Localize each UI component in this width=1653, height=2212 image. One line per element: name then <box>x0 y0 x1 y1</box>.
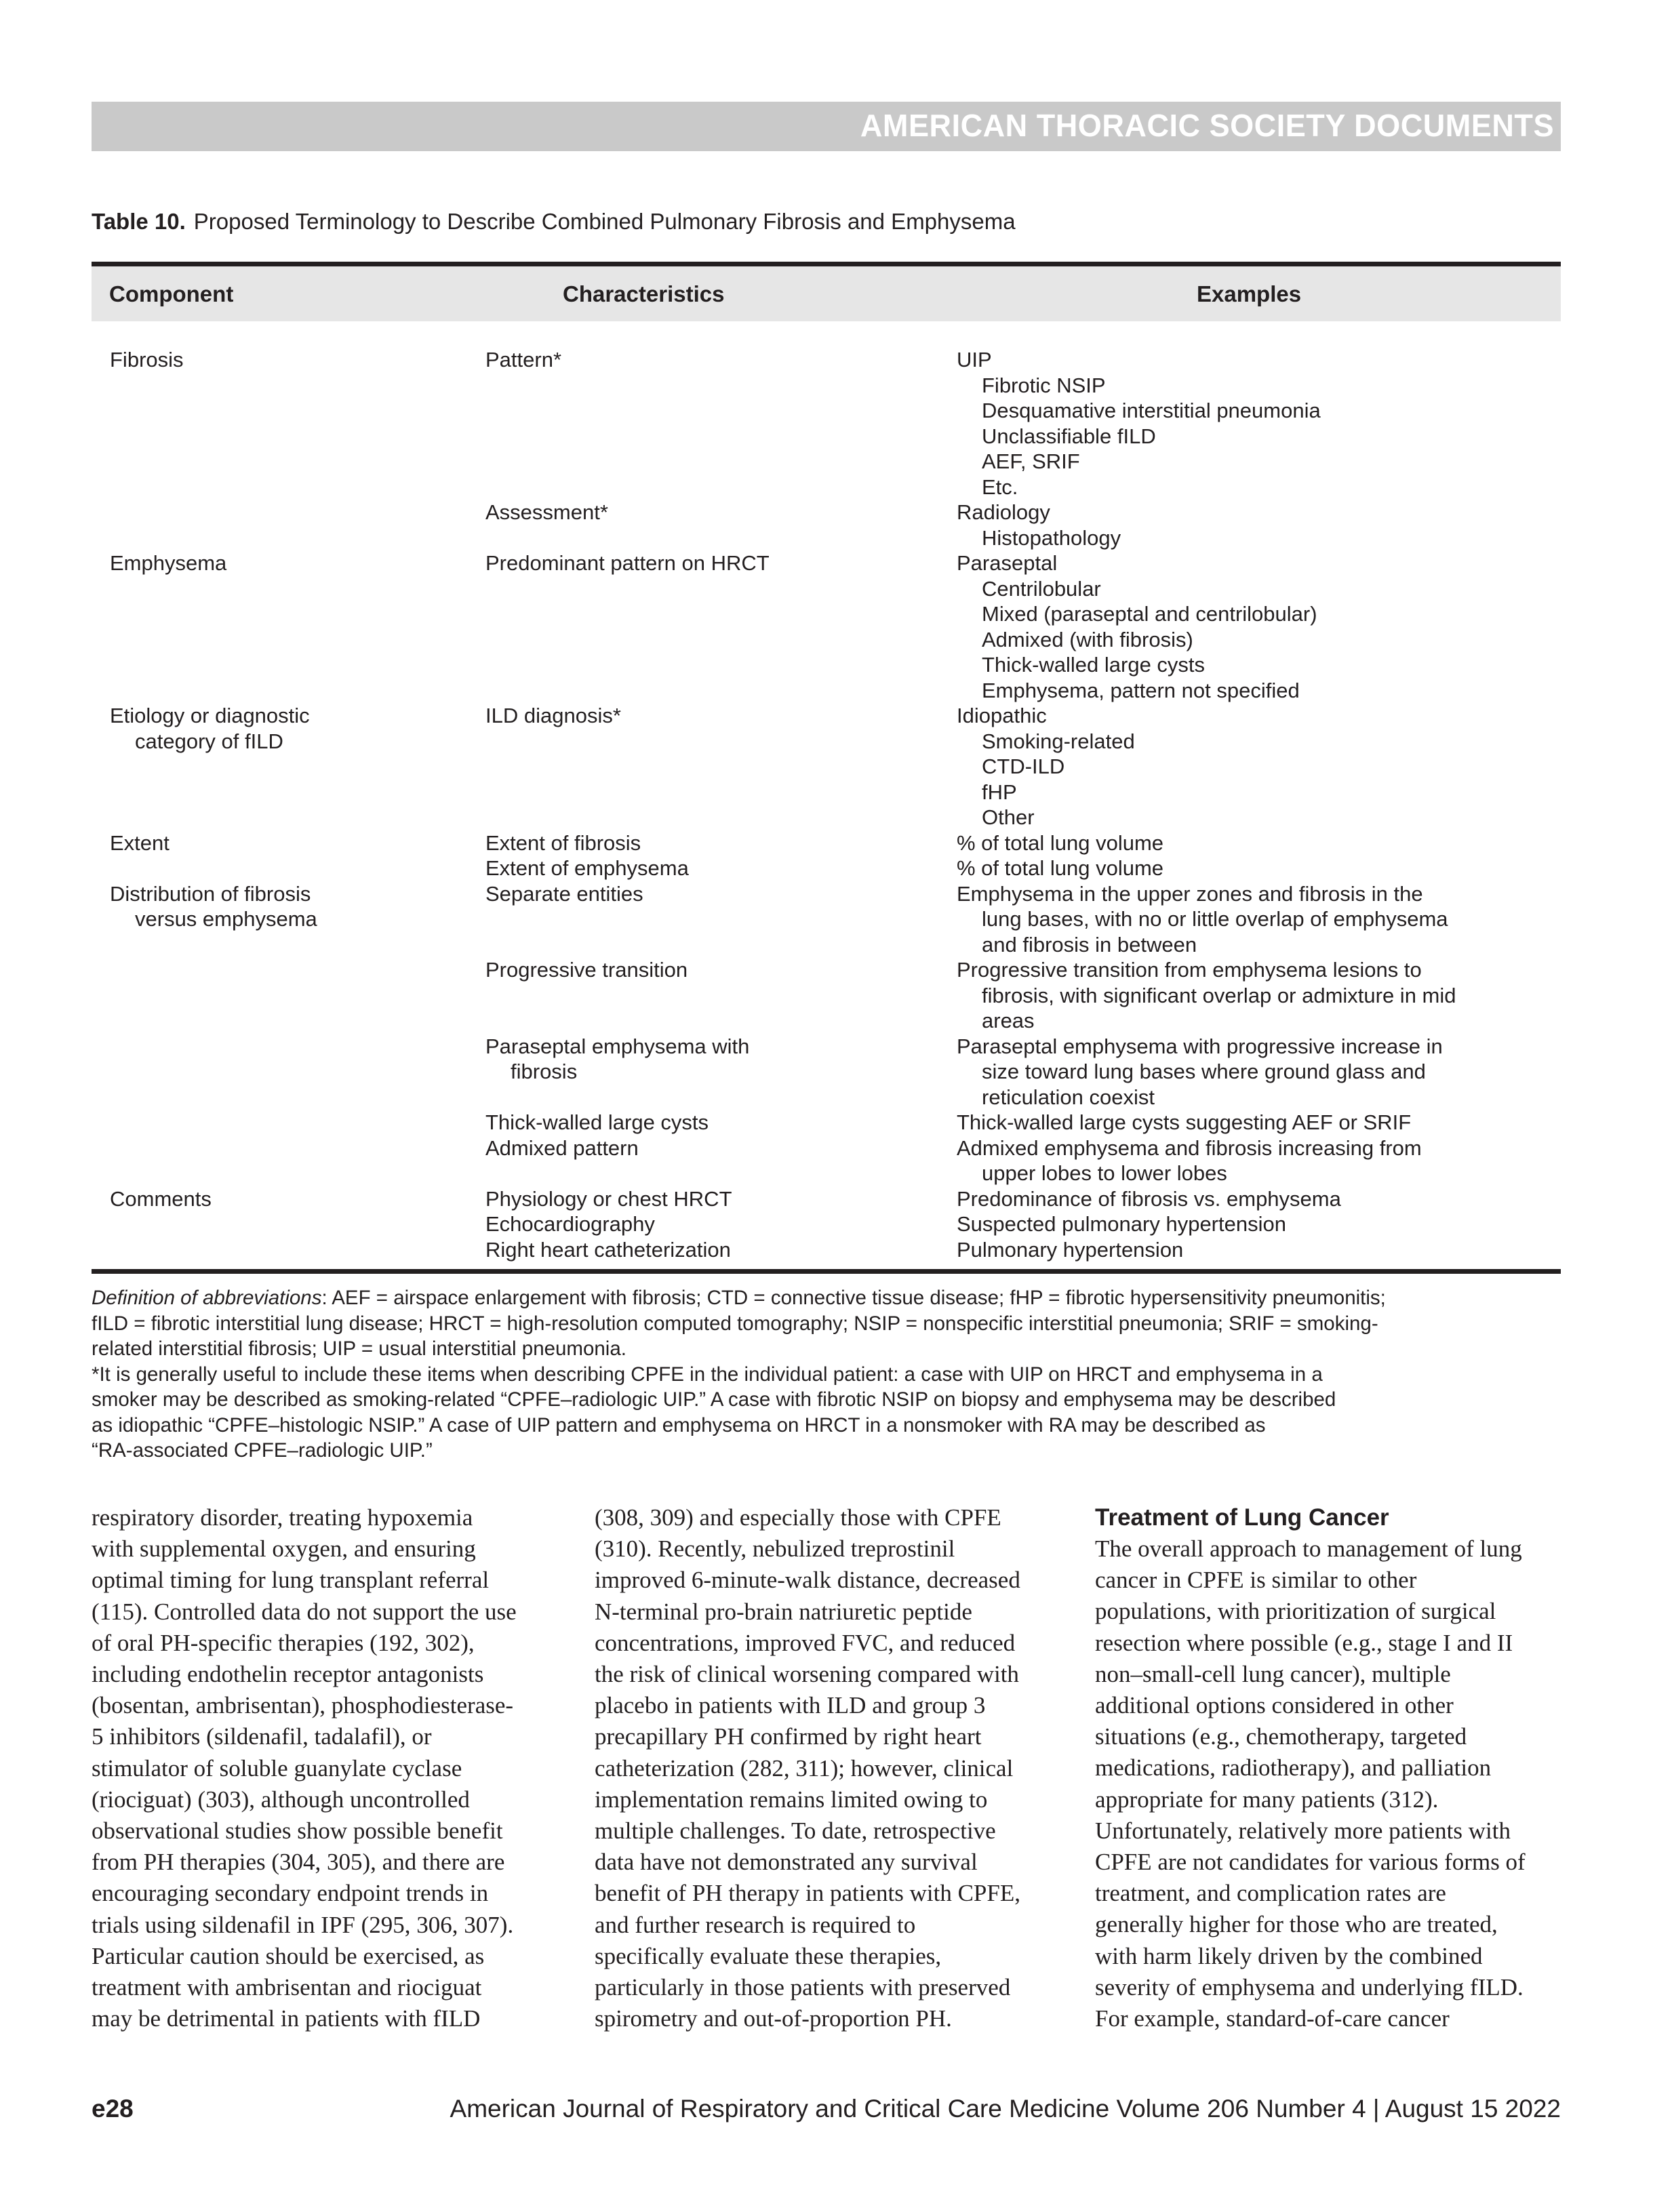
component-cell: Extent <box>110 830 170 855</box>
examples-cell: % of total lung volume <box>957 856 1164 880</box>
table-caption-text: Proposed Terminology to Describe Combined Pulmonary Fibrosis and Emphysema <box>193 209 1016 234</box>
text-line: spirometry and out-of-proportion PH. <box>595 2005 952 2032</box>
text-line: N-terminal pro-brain natriuretic peptide <box>595 1598 972 1625</box>
text-line: (bosentan, ambrisentan), phosphodiesterase- <box>92 1692 514 1719</box>
page-footer <box>92 2095 1561 2125</box>
table-row <box>92 550 1561 703</box>
text-line: multiple challenges. To date, retrospective <box>595 1817 996 1845</box>
characteristics-cell: Predominant pattern on HRCT <box>485 551 770 575</box>
characteristics-cell: Pattern* <box>485 348 562 371</box>
text-line: may be detrimental in patients with fILD <box>92 2005 481 2032</box>
text-line: trials using sildenafil in IPF (295, 306, 307). <box>92 1911 514 1938</box>
examples-cell: Thick-walled large cysts suggesting AEF or SRIF <box>957 1110 1412 1134</box>
text-line: Particular caution should be exercised, as <box>92 1942 485 1969</box>
table-row <box>92 1110 1561 1135</box>
characteristics-cell: Paraseptal emphysema with fibrosis <box>485 1034 750 1083</box>
table-row <box>92 500 1561 550</box>
text-line: and further research is required to <box>595 1911 916 1938</box>
examples-cell: Pulmonary hypertension <box>957 1237 1184 1262</box>
text-line: precapillary PH confirmed by right heart <box>595 1723 982 1750</box>
text-line: implementation remains limited owing to <box>595 1786 988 1813</box>
table-row <box>92 1034 1561 1110</box>
characteristics-cell: Extent of emphysema <box>485 856 689 880</box>
characteristics-cell: Physiology or chest HRCT <box>485 1186 732 1211</box>
text-line: The overall approach to management of lung <box>1095 1535 1522 1562</box>
table-top-rule <box>92 262 1561 266</box>
text-line: respiratory disorder, treating hypoxemia <box>92 1504 473 1531</box>
text-line: optimal timing for lung transplant referral <box>92 1567 490 1594</box>
table-row <box>92 830 1561 856</box>
text-line: treatment with ambrisentan and riociguat <box>92 1974 482 2001</box>
examples-cell: % of total lung volume <box>957 830 1164 855</box>
text-line: placebo in patients with ILD and group 3 <box>595 1692 986 1719</box>
examples-cell: Paraseptal Centrilobular Mixed (paraseptal and centrilobular) Admixed (with fibrosis) Thick-walled large cysts Emphysema, pattern not specified <box>957 551 1317 702</box>
section-heading-treatment-of-lung-cancer: Treatment of Lung Cancer <box>1095 1504 1389 1531</box>
column-header-component: Component <box>109 281 234 306</box>
journal-citation: American Journal of Respiratory and Critical Care Medicine Volume 206 Number 4 | August 15 2022 <box>450 2095 1561 2123</box>
table-row <box>92 703 1561 830</box>
section-header-title: AMERICAN THORACIC SOCIETY DOCUMENTS <box>860 108 1554 143</box>
characteristics-cell: Extent of fibrosis <box>485 830 641 855</box>
table-row <box>92 1237 1561 1263</box>
body-column-3 <box>1095 1502 1583 2034</box>
section-header-band <box>92 102 1561 151</box>
body-column-2 <box>595 1502 1083 2034</box>
text-line: with supplemental oxygen, and ensuring <box>92 1535 476 1563</box>
table-bottom-rule <box>92 1269 1561 1274</box>
table-row <box>92 881 1561 958</box>
examples-cell: Radiology Histopathology <box>957 500 1121 550</box>
text-line: particularly in those patients with preserved <box>595 1974 1011 2001</box>
characteristics-cell: Progressive transition <box>485 958 688 982</box>
examples-cell: Paraseptal emphysema with progressive increase in size toward lung bases where ground glass and reticulation coexist <box>957 1034 1443 1109</box>
characteristics-cell: Echocardiography <box>485 1212 655 1236</box>
text-line: including endothelin receptor antagonists <box>92 1661 484 1688</box>
text-line: 5 inhibitors (sildenafil, tadalafil), or <box>92 1723 432 1750</box>
table-body <box>92 347 1561 1262</box>
text-line: observational studies show possible benefit <box>92 1817 503 1845</box>
text-line: stimulator of soluble guanylate cyclase <box>92 1754 462 1782</box>
text-line: Unfortunately, relatively more patients with <box>1095 1817 1511 1844</box>
examples-cell: Idiopathic Smoking-related CTD-ILD fHP Other <box>957 704 1135 829</box>
text-line: treatment, and complication rates are <box>1095 1880 1446 1907</box>
characteristics-cell: Separate entities <box>485 881 643 906</box>
text-line: catheterization (282, 311); however, clinical <box>595 1754 1014 1782</box>
table-row <box>92 347 1561 500</box>
component-cell: Distribution of fibrosis versus emphysema <box>110 881 317 931</box>
text-line: resection where possible (e.g., stage I and II <box>1095 1629 1513 1656</box>
text-line: generally higher for those who are treated, <box>1095 1911 1498 1938</box>
characteristics-cell: ILD diagnosis* <box>485 704 621 727</box>
column-header-examples: Examples <box>1197 281 1302 306</box>
text-line: the risk of clinical worsening compared with <box>595 1661 1019 1688</box>
text-line: medications, radiotherapy), and palliation <box>1095 1754 1492 1782</box>
text-line: populations, with prioritization of surgical <box>1095 1598 1496 1625</box>
component-cell: Emphysema <box>110 551 227 575</box>
table-row <box>92 957 1561 1034</box>
table-caption-label: Table 10. <box>92 209 186 234</box>
text-line: (310). Recently, nebulized treprostinil <box>595 1535 955 1563</box>
characteristics-cell: Right heart catheterization <box>485 1237 731 1262</box>
component-cell: Fibrosis <box>110 348 184 371</box>
characteristics-cell: Assessment* <box>485 500 608 524</box>
text-line: improved 6-minute-walk distance, decreased <box>595 1567 1020 1594</box>
examples-cell: Admixed emphysema and fibrosis increasing from upper lobes to lower lobes <box>957 1135 1422 1185</box>
examples-cell: Predominance of fibrosis vs. emphysema <box>957 1186 1341 1211</box>
examples-cell: Emphysema in the upper zones and fibrosis in the lung bases, with no or little overlap of emphysema and fibrosis in between <box>957 881 1448 957</box>
abbreviations-label: Definition of abbreviations <box>92 1287 322 1309</box>
characteristics-cell: Thick-walled large cysts <box>485 1110 709 1134</box>
text-line: cancer in CPFE is similar to other <box>1095 1567 1417 1594</box>
text-line: specifically evaluate these therapies, <box>595 1942 942 1969</box>
text-line: For example, standard-of-care cancer <box>1095 2005 1450 2032</box>
body-column-3-text <box>1095 1533 1583 2034</box>
body-column-1 <box>92 1502 580 2034</box>
text-line: of oral PH-specific therapies (192, 302), <box>92 1629 475 1656</box>
text-line: data have not demonstrated any survival <box>595 1849 978 1876</box>
text-line: severity of emphysema and underlying fILD. <box>1095 1973 1523 2000</box>
text-line: non–small-cell lung cancer), multiple <box>1095 1660 1451 1687</box>
component-cell: Etiology or diagnostic category of fILD <box>110 704 310 753</box>
examples-cell: Suspected pulmonary hypertension <box>957 1212 1286 1236</box>
table-row <box>92 1135 1561 1186</box>
text-line: concentrations, improved FVC, and reduced <box>595 1629 1016 1656</box>
examples-cell: UIP Fibrotic NSIP Desquamative interstitial pneumonia Unclassifiable fILD AEF, SRIF Etc. <box>957 348 1321 499</box>
text-line: (115). Controlled data do not support the use <box>92 1598 517 1625</box>
text-line: (riociguat) (303), although uncontrolled <box>92 1786 470 1813</box>
table-header-row <box>92 266 1561 321</box>
asterisk-footnote: *It is generally useful to include these items when describing CPFE in the individual patient: a case with UIP on HRCT and emphysema in a smoker may be described as smoking-related “CPFE–radiologic UIP.” A case with fibrotic NSIP on biopsy and emphysema may be described as idiopathic “CPFE–histologic NSIP.” A case of UIP pattern and emphysema on HRCT in a nonsmoker with RA may be described as “RA-associated CPFE–radiologic UIP.” <box>92 1363 1336 1462</box>
text-line: appropriate for many patients (312). <box>1095 1786 1439 1813</box>
text-line: with harm likely driven by the combined <box>1095 1942 1483 1969</box>
text-line: CPFE are not candidates for various forms of <box>1095 1849 1526 1876</box>
text-line: additional options considered in other <box>1095 1692 1454 1719</box>
examples-cell: Progressive transition from emphysema lesions to fibrosis, with significant overlap or admixture in mid areas <box>957 958 1456 1032</box>
table-footnotes <box>92 1285 1563 1464</box>
text-line: (308, 309) and especially those with CPFE <box>595 1504 1001 1531</box>
characteristics-cell: Admixed pattern <box>485 1135 639 1160</box>
abbreviations-footnote: Definition of abbreviations: AEF = airspace enlargement with fibrosis; CTD = connective tissue disease; fHP = fibrotic hypersensitivity pneumonitis; fILD = fibrotic interstitial lung disease; HRCT = high-resolution computed tomography; NSIP = nonspecific interstitial pneumonia; SRIF = smoking- related interstitial fibrosis; UIP = usual interstitial pneumonia. <box>92 1287 1386 1360</box>
table-row <box>92 1186 1561 1212</box>
text-line: encouraging secondary endpoint trends in <box>92 1880 489 1907</box>
text-line: situations (e.g., chemotherapy, targeted <box>1095 1723 1467 1750</box>
table-caption <box>92 209 1016 235</box>
table-row <box>92 856 1561 881</box>
text-line: from PH therapies (304, 305), and there are <box>92 1849 505 1876</box>
text-line: benefit of PH therapy in patients with CPFE, <box>595 1880 1020 1907</box>
column-header-characteristics: Characteristics <box>563 281 725 306</box>
table-row <box>92 1211 1561 1237</box>
component-cell: Comments <box>110 1186 212 1211</box>
page-number: e28 <box>92 2095 134 2123</box>
